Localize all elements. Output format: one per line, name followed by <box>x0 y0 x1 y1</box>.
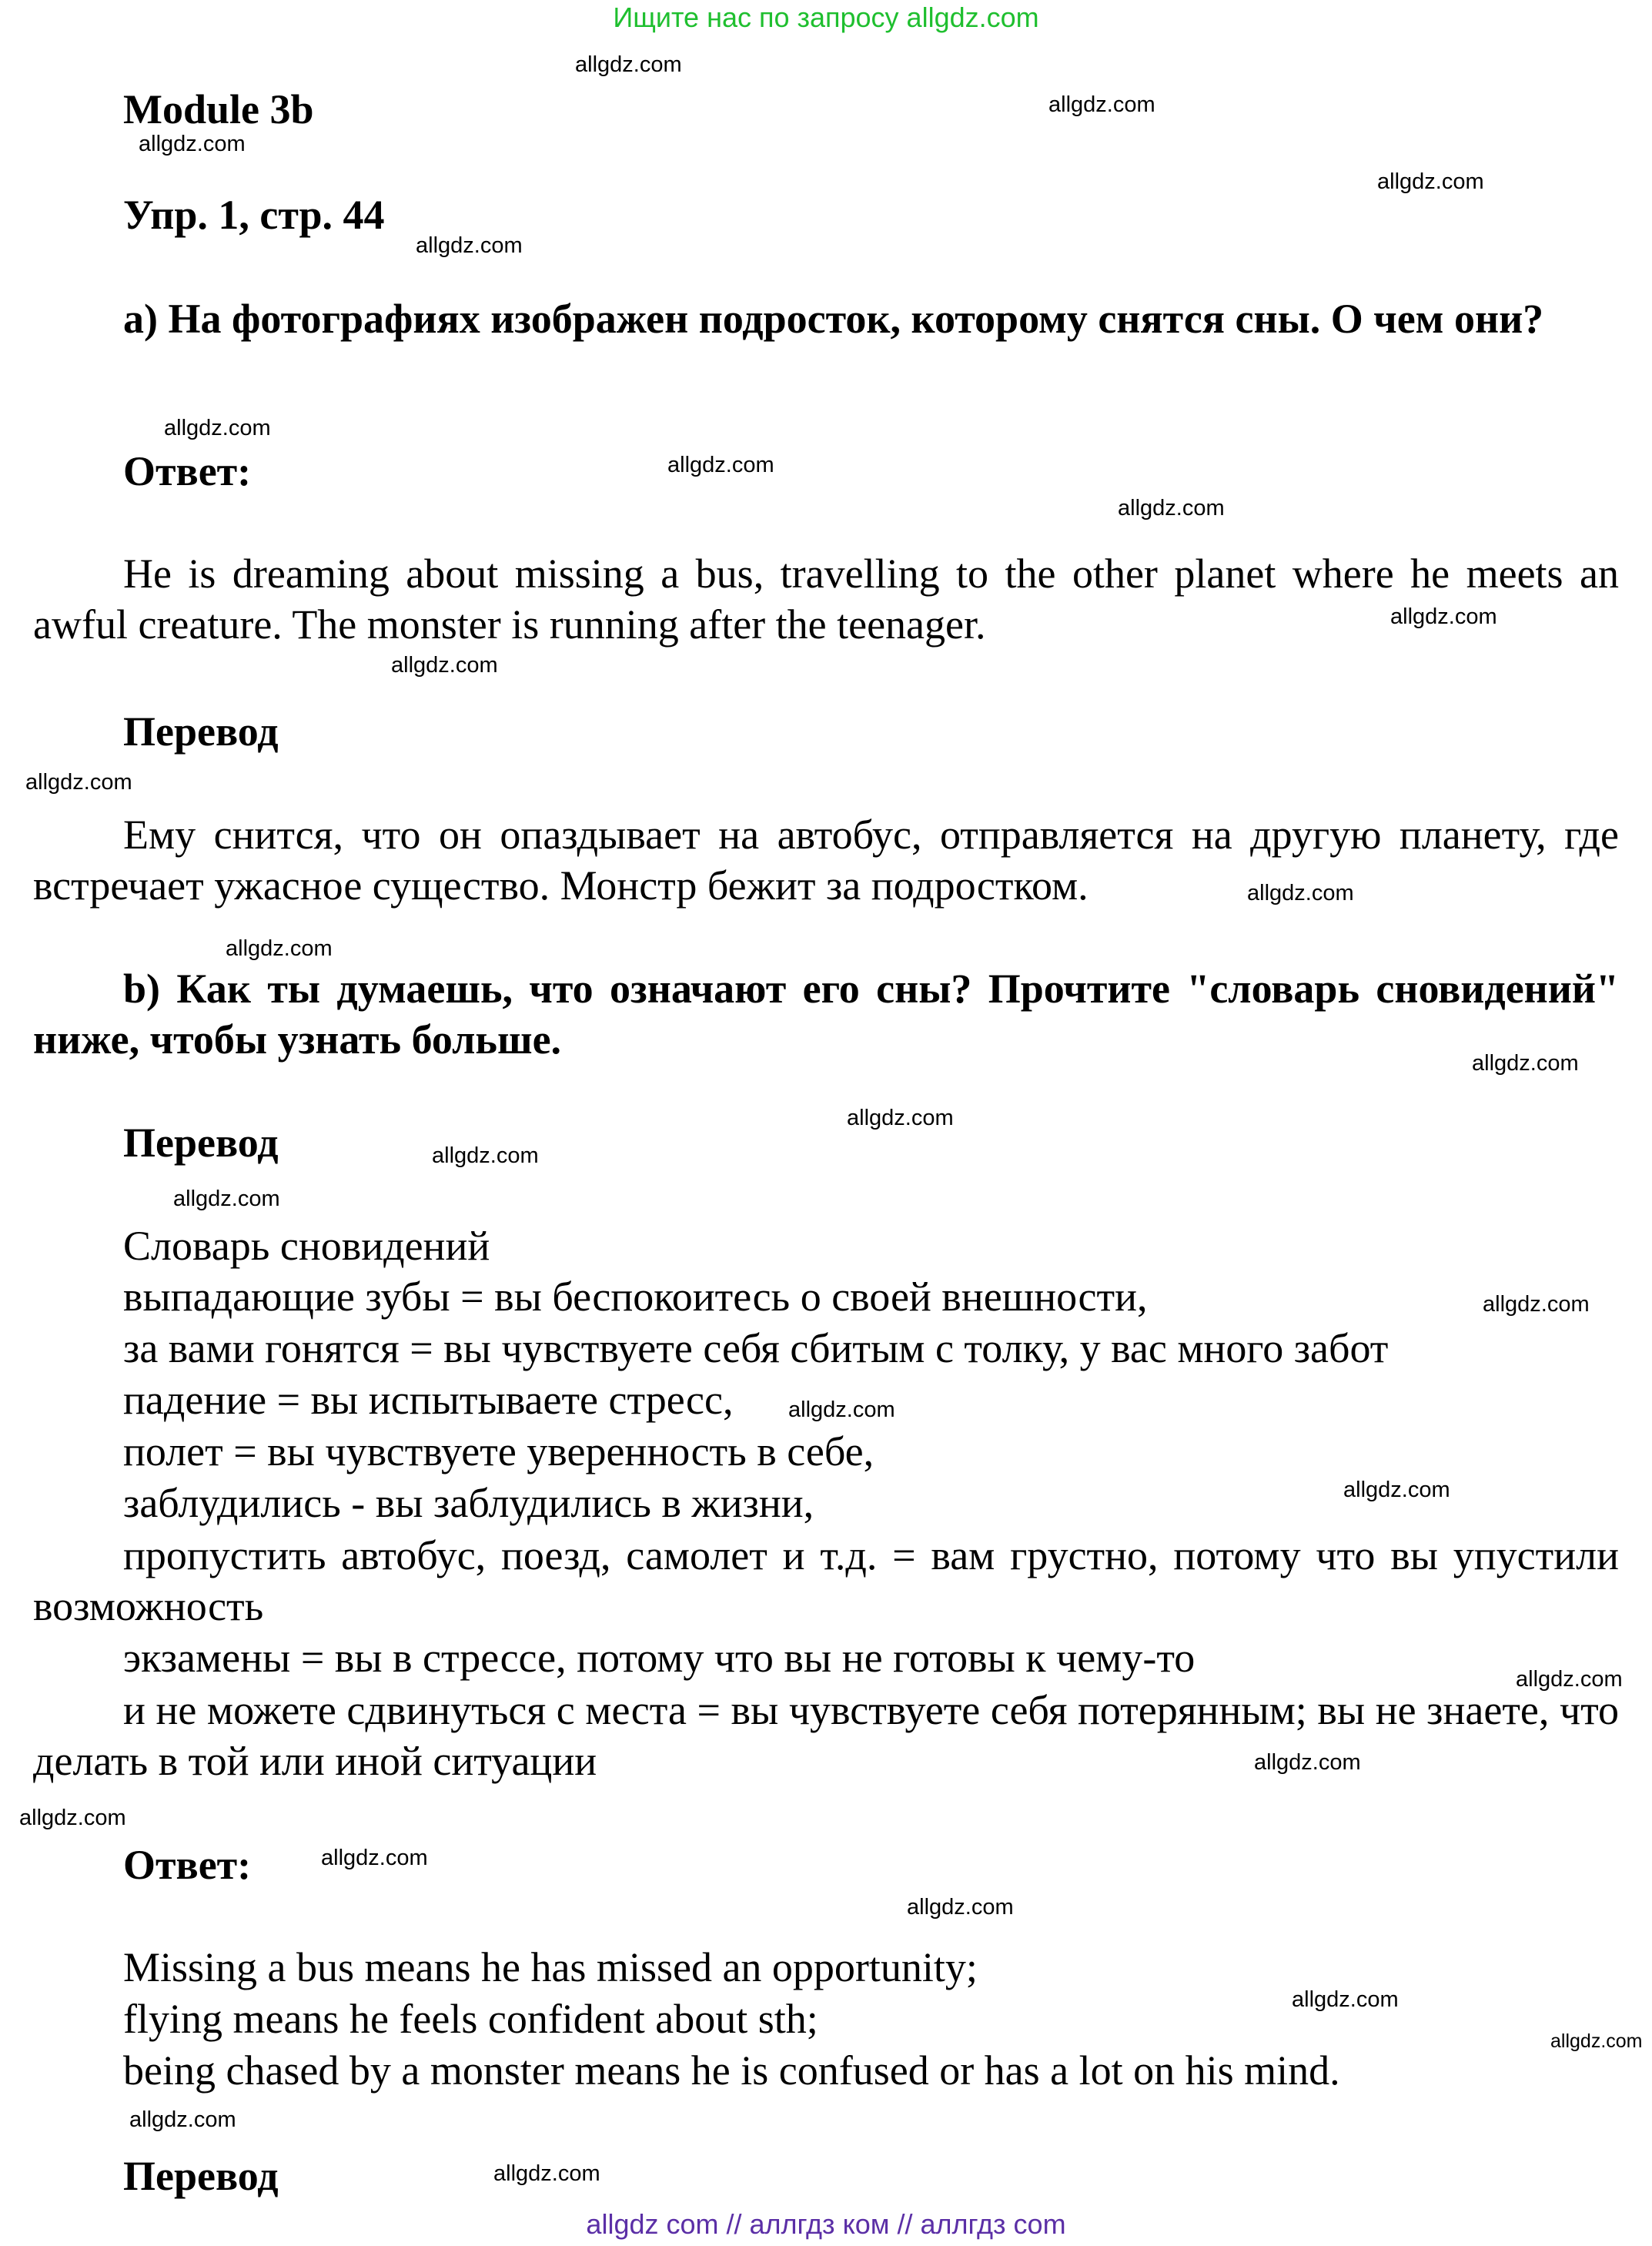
watermark: allgdz.com <box>847 1106 954 1130</box>
answer-b-line: flying means he feels confident about sth; <box>123 1996 818 2042</box>
watermark: allgdz.com <box>575 52 682 77</box>
bottom-banner-link[interactable]: allgdz com // аллгдз ком // аллгдз com <box>586 2208 1066 2240</box>
watermark: allgdz.com <box>391 653 498 678</box>
dictionary-line: и не можете сдвинуться с места = вы чувствуете себя потерянным; вы не знаете, что делать в той или иной ситуации <box>33 1687 1619 1784</box>
watermark: allgdz.com <box>1292 1987 1399 2012</box>
top-banner-link[interactable]: Ищите нас по запросу allgdz.com <box>613 2 1039 33</box>
watermark: allgdz.com <box>139 132 246 156</box>
watermark: allgdz.com <box>25 770 132 795</box>
translation-a-text: Ему снится, что он опаздывает на автобус, отправляется на другую планету, где встречает ужасное существо. Монстр бежит за подростком. <box>33 812 1619 909</box>
watermark: allgdz.com <box>1247 881 1354 905</box>
watermark: allgdz.com <box>416 233 523 258</box>
watermark: allgdz.com <box>432 1143 539 1168</box>
watermark: allgdz.com <box>788 1397 895 1422</box>
answer-label-b: Ответ: <box>123 1842 252 1888</box>
watermark: allgdz.com <box>1377 169 1484 194</box>
answer-b-line: being chased by a monster means he is confused or has a lot on his mind. <box>123 2047 1340 2094</box>
dictionary-line: за вами гонятся = вы чувствуете себя сбитым с толку, у вас много забот <box>123 1325 1389 1371</box>
task-a-text: a) На фотографиях изображен подросток, которому снятся сны. О чем они? <box>123 296 1544 342</box>
watermark: allgdz.com <box>1472 1051 1579 1076</box>
watermark: allgdz.com <box>1516 1667 1623 1692</box>
watermark: allgdz.com <box>1254 1750 1361 1775</box>
dictionary-title: Словарь сновидений <box>123 1223 490 1269</box>
dictionary-line: выпадающие зубы = вы беспокоитесь о своей внешности, <box>123 1274 1148 1320</box>
watermark: allgdz.com <box>173 1187 280 1211</box>
watermark: allgdz.com <box>226 936 333 961</box>
watermark: allgdz.com <box>1048 92 1155 117</box>
module-title: Module 3b <box>123 86 314 132</box>
dictionary-line: пропустить автобус, поезд, самолет и т.д. = вам грустно, потому что вы упустили возможность <box>33 1532 1619 1629</box>
watermark: allgdz.com <box>1343 1478 1450 1502</box>
watermark: allgdz.com <box>129 2107 236 2132</box>
watermark: allgdz.com <box>19 1806 126 1830</box>
watermark: allgdz.com <box>1483 1292 1590 1317</box>
translation-label-c: Перевод <box>123 2153 279 2199</box>
watermark: allgdz.com <box>321 1846 428 1870</box>
dictionary-line: экзамены = вы в стрессе, потому что вы не готовы к чему-то <box>123 1635 1196 1681</box>
dictionary-line: падение = вы испытываете стресс, <box>123 1377 734 1423</box>
translation-label-b: Перевод <box>123 1120 279 1166</box>
watermark: allgdz.com <box>907 1895 1014 1920</box>
answer-b-line: Missing a bus means he has missed an opportunity; <box>123 1944 978 1990</box>
watermark: allgdz.com <box>493 2161 600 2186</box>
dictionary-line: заблудились - вы заблудились в жизни, <box>123 1480 814 1526</box>
exercise-title: Упр. 1, стр. 44 <box>123 192 385 238</box>
translation-label-a: Перевод <box>123 708 279 755</box>
dictionary-line: полет = вы чувствуете уверенность в себе, <box>123 1428 874 1474</box>
answer-a-text: He is dreaming about missing a bus, travelling to the other planet where he meets an awful creature. The monster is running after the teenager. <box>33 551 1619 648</box>
watermark: allgdz.com <box>164 416 271 440</box>
task-b-text: b) Как ты думаешь, что означают его сны? Прочтите "словарь сновидений" ниже, чтобы узнать больше. <box>33 966 1619 1063</box>
answer-label-a: Ответ: <box>123 448 252 494</box>
watermark: allgdz.com <box>667 453 774 477</box>
watermark: allgdz.com <box>1390 604 1497 629</box>
watermark: allgdz.com <box>1550 2030 1643 2052</box>
watermark: allgdz.com <box>1118 496 1225 520</box>
